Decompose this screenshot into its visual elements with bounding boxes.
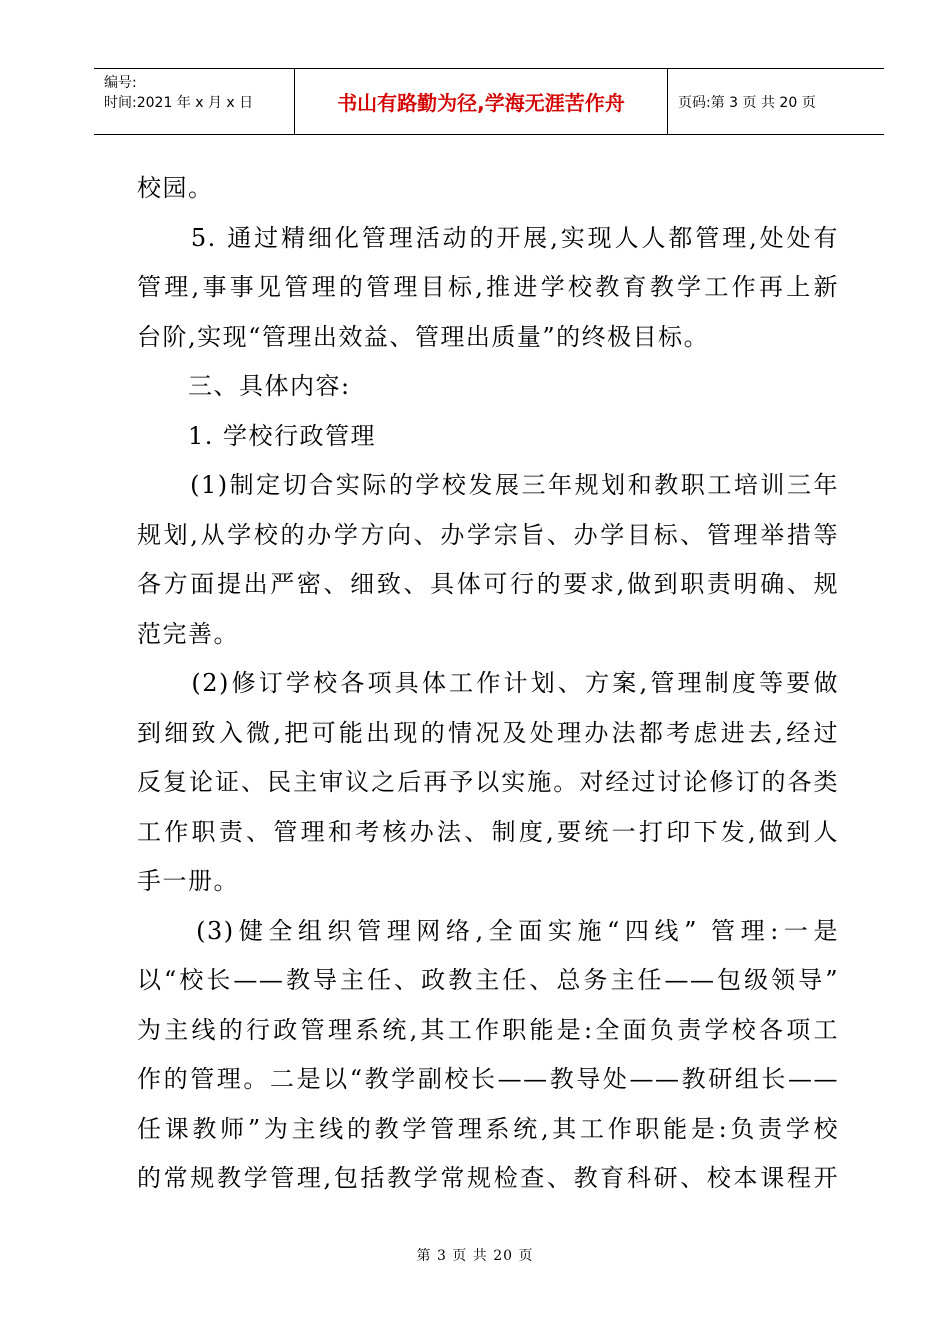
document-date-label: 时间:2021 年 x 月 x 日 [104,95,254,111]
page-header [94,68,884,135]
body-line: 的常规教学管理,包括教学常规检查、教育科研、校本课程开 [137,1164,839,1192]
subsection-heading: 1. 学校行政管理 [137,421,377,450]
header-meta [94,69,294,134]
body-line: 管理,事事见管理的管理目标,推进学校教育教学工作再上新 [137,273,839,301]
body-line: 反复论证、民主审议之后再予以实施。对经过讨论修订的各类 [137,768,839,796]
body-line: 到细致入微,把可能出现的情况及处理办法都考虑进去,经过 [137,718,839,747]
header-page-code: 页码:第 3 页 共 20 页 [678,94,816,111]
body-line: 5. 通过精细化管理活动的开展,实现人人都管理,处处有 [137,223,839,252]
body-line: 范完善。 [137,619,239,648]
body-line: 为主线的行政管理系统,其工作职能是:全面负责学校各项工 [137,1015,839,1044]
document-number-label: 编号: [104,75,137,91]
body-line: (1)制定切合实际的学校发展三年规划和教职工培训三年 [137,471,839,499]
body-line: (3)健全组织管理网络,全面实施“四线” 管理:一是 [137,916,839,945]
body-line: 工作职责、管理和考核办法、制度,要统一打印下发,做到人 [137,817,839,846]
body-line: 校园。 [137,174,214,202]
body-line: 规划,从学校的办学方向、办学宗旨、办学目标、管理举措等 [137,520,839,549]
section-heading: 三、具体内容: [137,372,351,400]
body-line: (2)修订学校各项具体工作计划、方案,管理制度等要做 [137,669,839,697]
body-line: 作的管理。二是以“教学副校长——教导处——教研组长—— [137,1065,839,1093]
header-motto: 书山有路勤为径,学海无涯苦作舟 [294,69,668,134]
body-line: 手一册。 [137,867,239,895]
document-body [137,164,839,1204]
body-line: 各方面提出严密、细致、具体可行的要求,做到职责明确、规 [137,570,839,598]
body-line: 台阶,实现“管理出效益、管理出质量”的终极目标。 [137,322,710,351]
page-footer: 第 3 页 共 20 页 [416,1248,534,1264]
body-line: 以“校长——教导主任、政教主任、总务主任——包级领导” [137,966,839,994]
body-line: 任课教师”为主线的教学管理系统,其工作职能是:负责学校 [137,1114,839,1143]
